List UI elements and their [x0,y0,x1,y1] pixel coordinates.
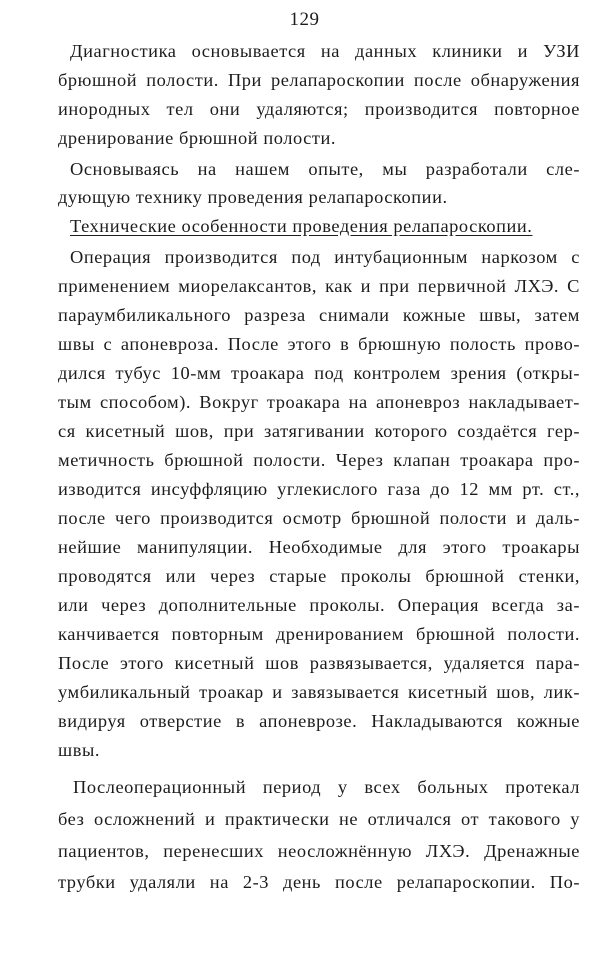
text-line: изводится инсуффляцию углекислого газа до 12 мм рт. ст., [58,479,580,499]
text-line: Операция производится под интубационным наркозом с [70,247,580,267]
text-line: или через дополнительные проколы. Операция всегда за- [58,595,580,615]
text-line: Послеоперационный период у всех больных протекал [73,777,580,797]
text-line: применением миорелаксантов, как и при первичной ЛХЭ. С [58,276,580,296]
text-line: дренирование брюшной полости. [58,128,336,148]
text-line: трубки удаляли на 2-3 день после релапароскопии. По- [58,872,580,892]
text-line: канчивается повторным дренированием брюшной полости. [58,624,580,644]
text-line: метичность брюшной полости. Через клапан троакара про- [58,450,580,470]
text-line: тым способом). Вокруг троакара на апоневроз накладывает- [58,392,580,412]
text-line: параумбиликального разреза снимали кожные швы, затем [58,305,580,325]
text-line: швы с апоневроза. После этого в брюшную полость прово- [58,334,580,354]
text-line: После этого кисетный шов развязывается, удаляется пара- [58,653,580,673]
text-line: проводятся или через старые проколы брюшной стенки, [58,566,580,586]
text-line: нейшие манипуляции. Необходимые для этого троакары [58,537,580,557]
text-line: Основываясь на нашем опыте, мы разработали сле- [70,159,580,179]
text-line: без осложнений и практически не отличался от такового у [58,809,580,829]
section-heading: Технические особенности проведения релапароскопии. [70,216,533,236]
text-line: дующую технику проведения релапароскопии. [58,187,448,207]
text-line: после чего производится осмотр брюшной полости и даль- [58,508,580,528]
text-line: видируя отверстие в апоневрозе. Накладываются кожные [58,711,580,731]
text-line: дился тубус 10-мм троакара под контролем зрения (откры- [58,363,580,383]
text-line: инородных тел они удаляются; производится повторное [58,99,580,119]
text-line: швы. [58,740,100,760]
page-number: 129 [289,9,320,30]
text-line: ся кисетный шов, при затягивании которого создаётся гер- [58,421,580,441]
text-line: брюшной полости. При релапароскопии после обнаружения [58,70,580,90]
text-line: пациентов, перенесших неосложнённую ЛХЭ. Дренажные [58,841,580,861]
text-line: умбиликальный троакар и завязывается кисетный шов, лик- [58,682,580,702]
text-line: Диагностика основывается на данных клиники и УЗИ [70,41,580,61]
